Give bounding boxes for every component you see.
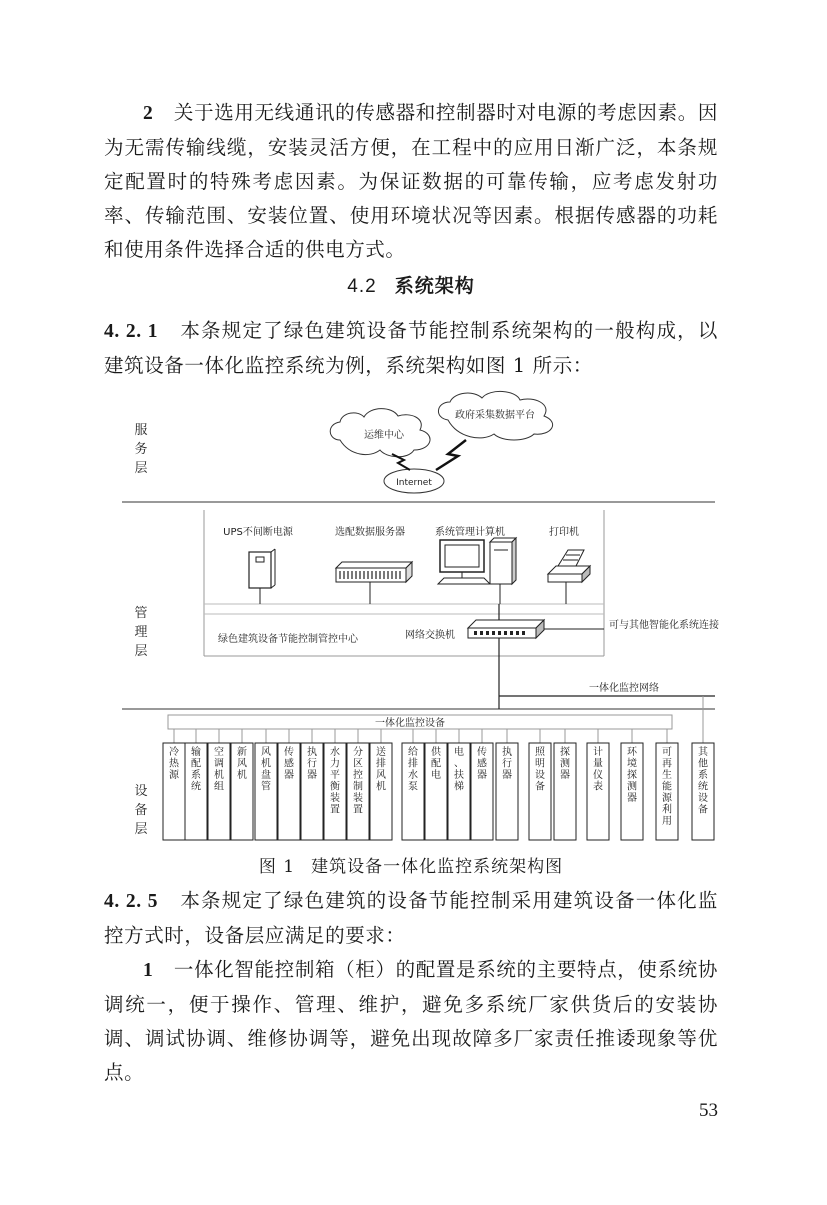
gov-platform-cloud (438, 391, 552, 440)
subsystem-columns (163, 729, 714, 840)
subsystem-column (587, 729, 609, 840)
ops-center-cloud (330, 409, 430, 457)
ops-center-label: 运维中心 (364, 430, 404, 441)
device-layer-label: 设备层 (134, 784, 148, 837)
architecture-diagram (0, 390, 827, 850)
subsystem-label: 新风机 (237, 747, 247, 781)
subsystem-label: 计量仪表 (593, 747, 603, 793)
paragraph-control-box (104, 953, 718, 1090)
subsystem-column (185, 729, 207, 840)
clause-4-2-5 (104, 884, 718, 953)
subsystem-column (278, 729, 300, 840)
subsystem-label: 分区控制装置 (353, 747, 363, 816)
subsystem-label: 给排水泵 (408, 747, 418, 793)
figure-number: 图 1 (258, 857, 296, 877)
subsystem-label: 传感器 (284, 747, 294, 781)
subsystem-column (347, 729, 369, 840)
subsystem-column (324, 729, 346, 840)
subsystem-column (231, 729, 253, 840)
management-layer-label: 管理层 (134, 606, 148, 659)
clause-number: 4. 2. 1 (104, 321, 159, 342)
subsystem-column (656, 729, 678, 840)
db-server-label: 选配数据服务器 (335, 527, 405, 538)
clause-number: 4. 2. 5 (104, 891, 159, 912)
network-label: 一体化监控网络 (589, 683, 659, 694)
subsystem-label: 照明设备 (535, 747, 545, 793)
ups-icon (249, 549, 275, 588)
subsystem-column (255, 729, 277, 840)
internet-cloud (384, 469, 444, 493)
subsystem-column (554, 729, 576, 840)
subsystem-column (621, 729, 643, 840)
subsystem-column (529, 729, 551, 840)
item-number: 1 (143, 960, 154, 981)
control-center-label: 绿色建筑设备节能控制管控中心 (218, 634, 358, 645)
internet-label: Internet (396, 478, 432, 488)
figure-title: 建筑设备一体化监控系统架构图 (311, 857, 564, 877)
subsystem-column (448, 729, 470, 840)
subsystem-label: 水力平衡装置 (330, 747, 340, 816)
subsystem-label: 执行器 (502, 747, 512, 781)
switch-label: 网络交换机 (405, 630, 455, 641)
subsystem-column (402, 729, 424, 840)
subsystem-column (692, 743, 714, 840)
printer-label: 打印机 (549, 527, 579, 538)
subsystem-label: 冷热源 (169, 747, 179, 781)
section-number: 4.2 (347, 276, 377, 297)
subsystem-column (301, 729, 323, 840)
clause-4-2-1 (104, 314, 718, 383)
subsystem-label: 传感器 (477, 747, 487, 781)
subsystem-label: 可再生能源利用 (662, 747, 672, 827)
network-switch-icon (468, 620, 544, 638)
lightning-icon (436, 440, 466, 470)
computer-icon (438, 538, 516, 584)
subsystem-label: 送排风机 (376, 747, 386, 793)
printer-icon (548, 550, 590, 582)
subsystem-label: 其他系统设备 (698, 747, 708, 816)
connect-label: 可与其他智能化系统连接 (609, 620, 719, 631)
paragraph-power-supply (104, 96, 718, 267)
clause-text: 本条规定了绿色建筑设备节能控制系统架构的一般构成，以建筑设备一体化监控系统为例，系统架构如图 1 所示： (104, 319, 718, 377)
subsystem-label: 风机盘管 (261, 747, 271, 793)
subsystem-label: 探测器 (560, 747, 570, 781)
equipment-label: 一体化监控设备 (375, 718, 445, 729)
gov-platform-label: 政府采集数据平台 (455, 410, 535, 421)
clause-text: 本条规定了绿色建筑的设备节能控制采用建筑设备一体化监控方式时，设备层应满足的要求： (104, 889, 718, 947)
subsystem-column (471, 729, 493, 840)
subsystem-label: 输配系统 (191, 747, 201, 793)
server-icon (336, 562, 412, 582)
figure-caption (104, 852, 718, 877)
paragraph-text: 关于选用无线通讯的传感器和控制器时对电源的考虑因素。因为无需传输线缆，安装灵活方便，在工程中的应用日渐广泛，本条规定配置时的特殊考虑因素。为保证数据的可靠传输，应考虑发射功率、传输范围、安装位置、使用环境状况等因素。根据传感器的功耗和使用条件选择合适的供电方式。 (104, 101, 718, 261)
page-number: 53 (699, 1100, 718, 1121)
paragraph-text: 一体化智能控制箱（柜）的配置是系统的主要特点，使系统协调统一，便于操作、管理、维护，避免多系统厂家供货后的安装协调、调试协调、维修协调等，避免出现故障多厂家责任推诿现象等优点。 (104, 958, 718, 1084)
mgmt-pc-label: 系统管理计算机 (435, 527, 505, 538)
subsystem-column (496, 729, 518, 840)
ups-label: UPS不间断电源 (223, 527, 293, 538)
section-heading (104, 271, 718, 298)
section-title: 系统架构 (394, 275, 475, 297)
subsystem-label: 供配电 (431, 747, 441, 781)
subsystem-column (425, 729, 447, 840)
subsystem-label: 执行器 (307, 747, 317, 781)
subsystem-column (208, 729, 230, 840)
item-number: 2 (143, 103, 154, 124)
subsystem-label: 电、扶梯 (454, 747, 464, 793)
subsystem-column (163, 729, 185, 840)
subsystem-column (370, 729, 392, 840)
subsystem-label: 空调机组 (214, 747, 224, 793)
subsystem-label: 环境探测器 (627, 747, 637, 804)
service-layer-label: 服务层 (134, 423, 148, 476)
